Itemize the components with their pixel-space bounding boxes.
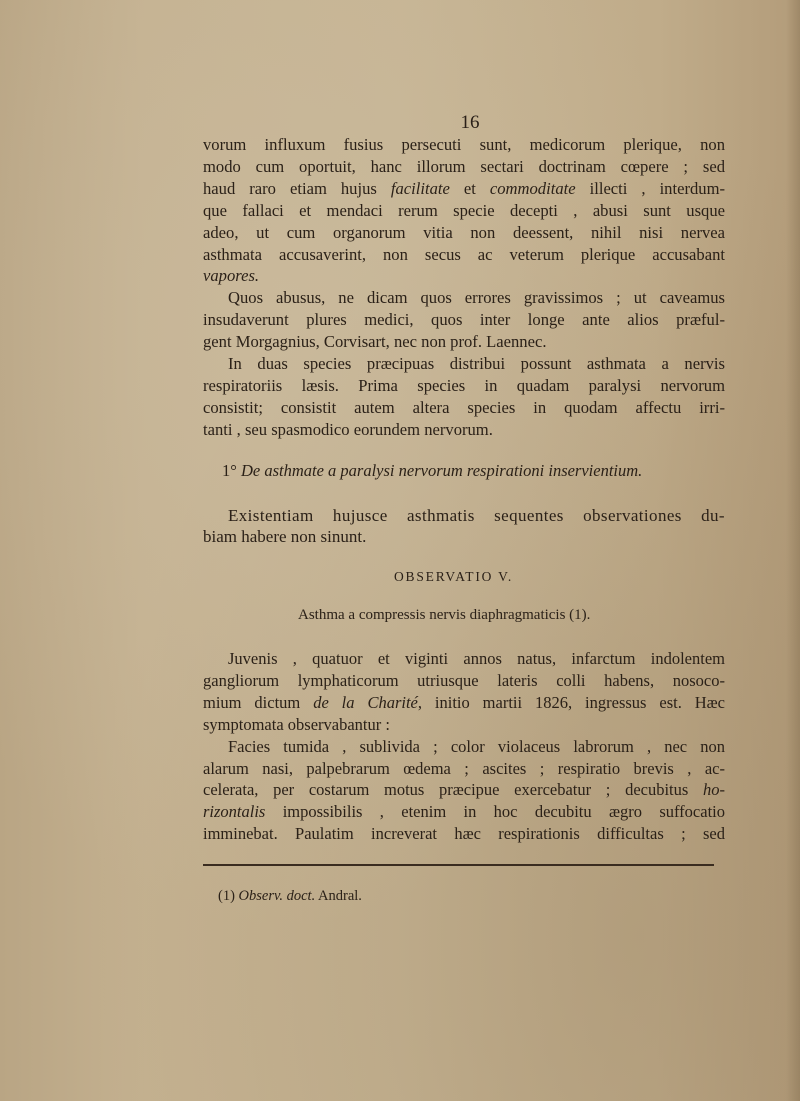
case-paragraph-1 xyxy=(203,648,725,736)
text-line: symptomata observabantur : xyxy=(203,714,390,734)
text-line: imminebat. Paulatim increverat hæc respirationis difficultas ; sed xyxy=(203,824,725,844)
text-line: insudaverunt plures medici, quos inter longe ante alios præful- xyxy=(203,310,725,330)
observation-title: OBSERVATIO V. xyxy=(394,569,514,584)
observation-subtitle: Asthma a compressis nervis diaphragmaticis (1). xyxy=(298,607,591,623)
text-line xyxy=(203,178,725,200)
italic-term: rizontalis xyxy=(203,802,266,822)
section-title: De asthmate a paralysi nervorum respirationi inservientium. xyxy=(240,461,643,480)
text-line: gangliorum lymphaticorum utriusque lateris colli habens, nosoco- xyxy=(203,670,725,690)
case-text xyxy=(203,648,725,845)
text-line: alarum nasi, palpebrarum œdema ; ascites ; respiratio brevis , ac- xyxy=(203,758,725,778)
italic-term: ho- xyxy=(703,780,725,800)
page-number: 16 xyxy=(460,112,480,133)
text-run: mium dictum xyxy=(203,692,314,712)
text-line: respiratoriis læsis. Prima species in quadam paralysi nervorum xyxy=(203,375,725,395)
text-line: adeo, ut cum organorum vitia non deessent, nihil nisi nervea xyxy=(203,222,725,242)
text-line: modo cum oportuit, hanc illorum sectari doctrinam cœpere ; sed xyxy=(203,156,725,176)
text-line: tanti , seu spasmodico eorundem nervorum. xyxy=(203,419,493,439)
italic-term: commoditate xyxy=(489,178,576,198)
footnote xyxy=(218,888,362,905)
text-run: , initio martii 1826, ingressus est. Hæc xyxy=(417,692,725,712)
section-heading xyxy=(222,461,642,481)
text-line: biam habere non sinunt. xyxy=(203,527,367,546)
paragraph-1 xyxy=(203,134,725,287)
text-run: haud raro etiam hujus xyxy=(203,178,391,198)
text-line: Quos abusus, ne dicam quos errores gravissimos ; ut caveamus xyxy=(228,288,725,308)
text-run: et xyxy=(449,178,490,198)
text-line: gent Morgagnius, Corvisart, nec non prof. Laennec. xyxy=(203,332,547,352)
paragraph-3 xyxy=(203,353,725,441)
text-line: asthmata accusaverint, non secus ac veterum plerique accusabant xyxy=(203,244,725,264)
footnote-author: Andral. xyxy=(315,888,362,904)
text-run: celerata, per costarum motus præcipue exercebatur ; decubitus xyxy=(203,780,703,800)
text-line: Juvenis , quatuor et viginti annos natus, infarctum indolentem xyxy=(228,649,725,668)
italic-term: de la Charité xyxy=(313,692,418,712)
text-line xyxy=(203,779,725,801)
text-line: que fallaci et mendaci rerum specie decepti , abusi sunt usque xyxy=(203,200,725,220)
case-paragraph-2 xyxy=(203,736,725,846)
text-line: Facies tumida , sublivida ; color violaceus labrorum , nec non xyxy=(228,736,725,756)
observation-intro xyxy=(203,505,725,547)
text-line: Existentiam hujusce asthmatis sequentes observationes du- xyxy=(228,506,725,525)
footnote-italic: Observ. doct. xyxy=(238,888,316,904)
text-run: illecti , interdum- xyxy=(575,178,726,198)
text-line xyxy=(203,801,725,823)
text-line: vapores. xyxy=(203,266,260,286)
section-number: 1° xyxy=(222,461,237,480)
paragraph-2 xyxy=(203,287,725,353)
text-line: vorum influxum fusius persecuti sunt, medicorum plerique, non xyxy=(203,135,725,154)
text-line: consistit; consistit autem altera species in quodam affectu irri- xyxy=(203,397,725,417)
text-run: impossibilis , etenim in hoc decubitu ægro suffocatio xyxy=(265,802,725,822)
text-line xyxy=(203,692,725,714)
italic-term: facilitate xyxy=(390,178,450,198)
text-line: In duas species præcipuas distribui possunt asthmata a nervis xyxy=(228,354,725,374)
body-text xyxy=(203,134,725,441)
footnote-divider xyxy=(203,864,714,866)
footnote-mark: (1) xyxy=(218,888,235,904)
